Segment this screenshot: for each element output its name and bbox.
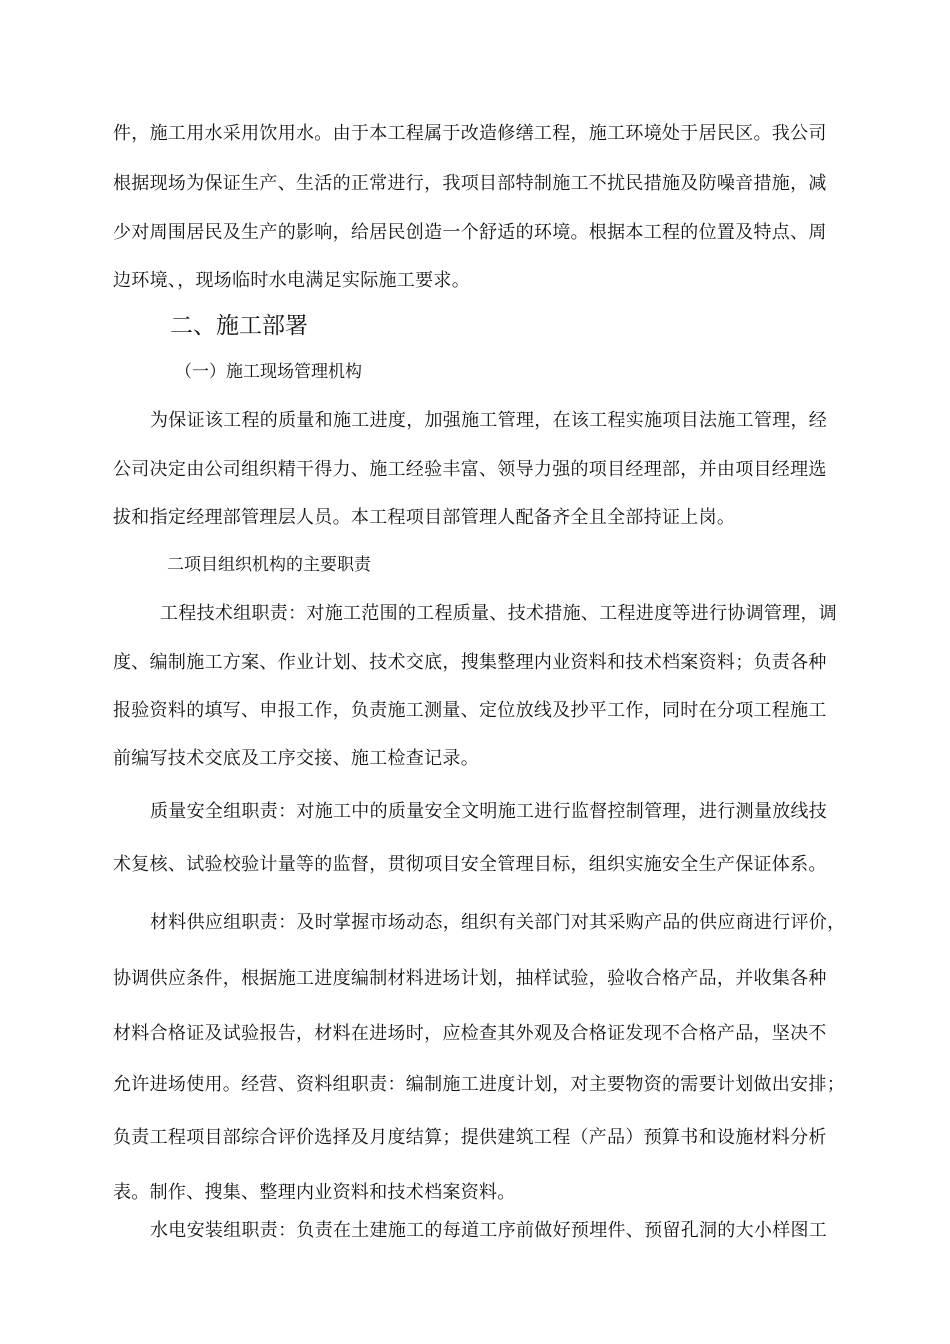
paragraph-line: 质量安全组职责：对施工中的质量安全文明施工进行监督控制管理，进行测量放线技 [150,801,828,822]
paragraph-line: 度、编制施工方案、作业计划、技术交底，搜集整理内业资料和技术档案资料；负责各种 [113,652,827,673]
paragraph-line: 报验资料的填写、申报工作，负责施工测量、定位放线及抄平工作，同时在分项工程施工 [113,700,827,721]
paragraph-line: 工程技术组职责：对施工范围的工程质量、技术措施、工程进度等进行协调管理，调 [160,603,838,624]
paragraph-line: 表。制作、搜集、整理内业资料和技术档案资料。 [113,1182,516,1203]
paragraph-line: 边环境、，现场临时水电满足实际施工要求。 [113,270,470,291]
paragraph-line: 件，施工用水采用饮用水。由于本工程属于改造修缮工程，施工环境处于居民区。我公司 [113,123,827,144]
subsection-heading: （一）施工现场管理机构 [175,362,362,382]
paragraph-line: 公司决定由公司组织精干得力、施工经验丰富、领导力强的项目经理部，并由项目经理选 [113,459,827,480]
paragraph-line: 允许进场使用。经营、资料组职责：编制施工进度计划，对主要物资的需要计划做出安排； [113,1074,845,1095]
paragraph-line: 协调供应条件，根据施工进度编制材料进场计划，抽样试验，验收合格产品，并收集各种 [113,968,827,989]
paragraph-line: 前编写技术交底及工序交接、施工检查记录。 [113,748,479,769]
section-heading: 二、施工部署 [170,313,308,339]
paragraph-line: 根据现场为保证生产、生活的正常进行，我项目部特制施工不扰民措施及防噪音措施，减 [113,173,827,194]
subsection-heading: 二项目组织机构的主要职责 [167,555,371,575]
paragraph-line: 少对周围居民及生产的影响，给居民创造一个舒适的环境。根据本工程的位置及特点、周 [113,222,827,243]
paragraph-line: 材料供应组职责：及时掌握市场动态，组织有关部门对其采购产品的供应商进行评价， [150,912,846,933]
paragraph-line: 拔和指定经理部管理层人员。本工程项目部管理人配备齐全且全部持证上岗。 [113,507,736,528]
paragraph-line: 水电安装组职责：负责在土建施工的每道工序前做好预埋件、预留孔洞的大小样图工 [150,1220,828,1241]
paragraph-line: 术复核、试验校验计量等的监督，贯彻项目安全管理目标，组织实施安全生产保证体系。 [113,854,827,875]
paragraph-line: 为保证该工程的质量和施工进度，加强施工管理，在该工程实施项目法施工管理，经 [150,410,828,431]
paragraph-line: 负责工程项目部综合评价选择及月度结算；提供建筑工程（产品）预算书和设施材料分析 [113,1127,827,1148]
paragraph-line: 材料合格证及试验报告，材料在进场时，应检查其外观及合格证发现不合格产品，坚决不 [113,1023,827,1044]
